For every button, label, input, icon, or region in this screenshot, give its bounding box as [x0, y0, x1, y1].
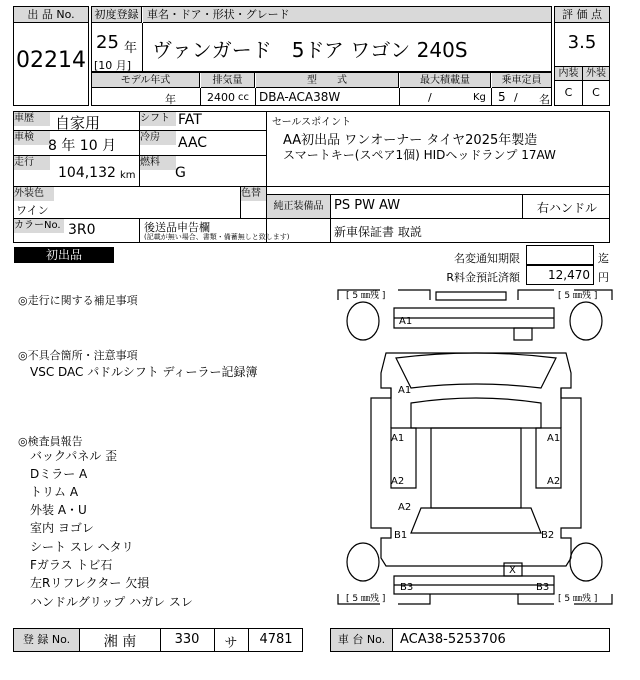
lot-number-label: 出 品 No.	[14, 7, 88, 23]
inspection-value: 8 年 10 月	[48, 138, 117, 154]
recycle-label: R料金預託済額	[446, 271, 520, 284]
spec-max-load-header: 最大積載量	[400, 73, 491, 88]
spec-capacity-header: 乗車定員	[492, 73, 551, 88]
inspector-line-8: 左Rリフレクター 欠損	[30, 576, 150, 590]
fuel-label: 燃料	[140, 156, 176, 170]
defects-text: VSC DAC パドルシフト ディーラー記録簿	[30, 365, 258, 379]
exterior-score: C	[592, 86, 600, 99]
car-damage-diagram	[336, 288, 620, 606]
mark-reflector: X	[509, 565, 516, 576]
spec-model-year-header: モデル年式	[92, 73, 200, 88]
registration-label: 登 録 No.	[14, 629, 80, 651]
equipment-label: 純正装備品	[267, 195, 330, 218]
spec-displacement-unit: cc	[238, 92, 249, 103]
mileage-label: 走行	[14, 156, 50, 170]
inspection-label: 車検	[14, 131, 50, 145]
inspector-line-3: トリム A	[30, 485, 79, 499]
registration-kana: サ	[224, 636, 238, 651]
spec-capacity-sep: /	[514, 91, 518, 104]
mark-left-quarter: A2	[398, 502, 412, 513]
name-change-box	[526, 245, 594, 265]
mark-rear-bumper-l: B3	[400, 582, 414, 593]
spec-displacement-header: 排気量	[201, 73, 255, 88]
handle-side: 右ハンドル	[537, 201, 598, 215]
sales-points-line2: スマートキー(スペア1個) HIDヘッドランプ 17AW	[283, 148, 556, 162]
exterior-color-value: ワイン	[16, 204, 49, 217]
spec-max-load-sep: /	[428, 91, 432, 104]
registration-class: 330	[174, 632, 200, 647]
inspector-title: ◎検査員報告	[18, 435, 83, 448]
spec-capacity: 5	[498, 90, 506, 104]
color-no-label: カラーNo.	[14, 219, 64, 233]
chassis-label: 車 台 No.	[331, 629, 393, 651]
first-reg-label: 初度登録	[92, 7, 142, 23]
exterior-color-label: 外装色	[14, 187, 54, 201]
mark-right-rear-door: A2	[547, 476, 561, 487]
history-label: 車歴	[14, 112, 50, 126]
aftermarket-note: (記載が無い場合、書類・備蓄無しと致します)	[144, 233, 290, 241]
mark-rear-bumper-r: B3	[536, 582, 550, 593]
registration-area: 湘 南	[103, 634, 137, 650]
spec-displacement: 2400	[207, 91, 235, 104]
mileage-unit: km	[120, 170, 136, 181]
recycle-unit: 円	[598, 271, 609, 284]
equipment-value: PS PW AW	[334, 198, 401, 213]
lot-number-value: 02214	[16, 48, 86, 73]
spec-model-year-unit: 年	[165, 93, 176, 106]
spec-max-load-unit: Kg	[473, 92, 486, 103]
exterior-label: 外装	[583, 67, 609, 81]
mark-left-rear-door: A2	[391, 476, 405, 487]
inspector-line-6: シート スレ ヘタリ	[30, 540, 134, 554]
mark-right-rear: B2	[541, 530, 555, 541]
registration-number: 4781	[259, 632, 293, 647]
driving-notes-title: ◎走行に関する補足事項	[18, 294, 138, 307]
mark-front-bumper: A1	[399, 316, 413, 327]
mark-left-front-fender: A1	[391, 433, 405, 444]
score-value: 3.5	[567, 32, 597, 53]
spec-model: DBA-ACA38W	[259, 90, 341, 104]
aftermarket-label: 後送品申告欄	[144, 221, 210, 234]
aircon-label: 冷房	[140, 131, 176, 145]
color-no-value: 3R0	[68, 222, 96, 238]
interior-score: C	[564, 86, 573, 99]
history-value: 自家用	[55, 114, 101, 132]
name-change-label: 名変通知期限	[454, 252, 520, 265]
inspector-line-7: Fガラス トビ石	[30, 558, 113, 572]
first-reg-year-unit: 年	[124, 41, 138, 56]
spec-capacity-unit: 名	[539, 93, 550, 106]
shift-label: シフト	[140, 112, 176, 126]
first-listing-badge: 初出品	[14, 247, 114, 263]
sales-points-label: セールスポイント	[272, 117, 352, 128]
inspector-line-9: ハンドルグリップ ハガレ スレ	[30, 595, 193, 609]
fuel-value: G	[175, 165, 186, 181]
tire-bl-label: [ 5 ㎜残 ]	[346, 594, 386, 604]
mark-left-rear: B1	[394, 530, 408, 541]
mileage-value: 104,132	[58, 165, 116, 181]
inspector-line-1: バックパネル 歪	[30, 449, 118, 463]
interior-label: 内装	[555, 67, 582, 81]
aircon-value: AAC	[178, 135, 208, 151]
aftermarket-value: 新車保証書 取説	[334, 225, 422, 239]
inspector-line-5: 室内 ヨゴレ	[30, 521, 94, 535]
sales-points-line1: AA初出品 ワンオーナー タイヤ2025年製造	[283, 133, 538, 148]
shift-value: FAT	[178, 112, 202, 128]
tire-tl-label: [ 5 ㎜残 ]	[346, 291, 386, 301]
mark-right-front-fender: A1	[547, 433, 561, 444]
recycle-value: 12,470	[548, 268, 590, 282]
tire-tr-label: [ 5 ㎜残 ]	[558, 291, 598, 301]
spec-model-header: 型 式	[256, 73, 399, 88]
score-label: 評 価 点	[555, 7, 609, 23]
chassis-value: ACA38-5253706	[400, 632, 506, 647]
name-change-suffix: 迄	[598, 252, 609, 265]
inspector-line-2: Dミラー A	[30, 467, 88, 481]
inspector-line-4: 外装 A・U	[30, 503, 87, 517]
tire-br-label: [ 5 ㎜残 ]	[558, 594, 598, 604]
vehicle-name: ヴァンガード 5ドア ワゴン 240S	[152, 38, 468, 62]
first-reg-year: 25	[96, 32, 119, 53]
vehicle-name-label: 車名・ドア・形状・グレード	[143, 7, 551, 23]
color-change-label: 色替	[241, 187, 266, 201]
mark-hood: A1	[398, 385, 412, 396]
first-reg-month: [10 月]	[94, 59, 132, 72]
defects-title: ◎不具合箇所・注意事項	[18, 349, 138, 362]
